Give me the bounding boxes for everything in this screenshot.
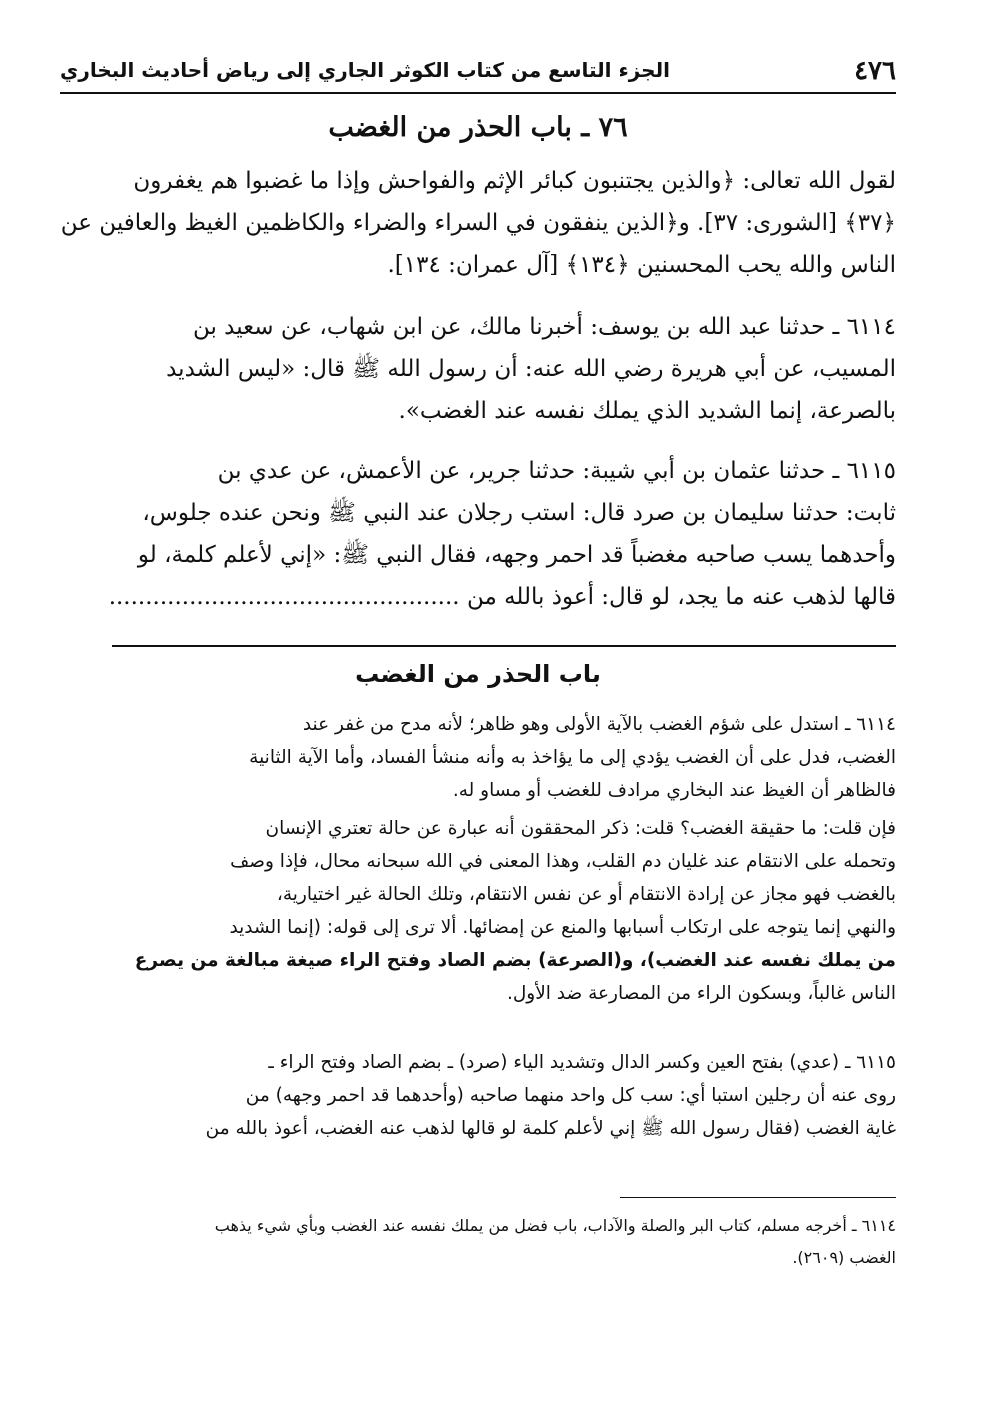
commentary-6115 [60, 1046, 896, 1145]
commentary-line: فالظاهر أن الغيظ عند البخاري مرادف للغضب أو مساو له. [452, 780, 896, 801]
footnote-divider [620, 1197, 896, 1198]
intro-line: ﴿٣٧﴾ [الشورى: ٣٧]. و﴿الذين ينفقون في السراء والضراء والكاظمين الغيظ والعافين عن [60, 210, 896, 236]
hadith-line: ثابت: حدثنا سليمان بن صرد قال: استب رجلان عند النبي ﷺ ونحن عنده جلوس، [142, 500, 896, 526]
hadith-6114 [60, 306, 896, 432]
commentary-line: وتحمله على الانتقام عند غليان دم القلب، وهذا المعنى في الله سبحانه محال، فإذا وصف [230, 851, 896, 872]
commentary-line: ٦١١٤ ـ استدل على شؤم الغضب بالآية الأولى وهو ظاهر؛ لأنه مدح من غفر عند [302, 714, 896, 735]
commentary-6114 [60, 708, 896, 807]
hadith-line: وأحدهما يسب صاحبه مغضباً قد احمر وجهه، فقال النبي ﷺ: «إني لأعلم كلمة، لو [137, 542, 896, 568]
book-title-header: الجزء التاسع من كتاب الكوثر الجاري إلى رياض أحاديث البخاري [60, 58, 670, 82]
hadith-line-continued [60, 576, 896, 618]
commentary-line: غاية الغضب (فقال رسول الله ﷺ إني لأعلم كلمة لو قالها لذهب عنه الغضب، أعوذ بالله من [205, 1118, 896, 1139]
intro-line: لقول الله تعالى: ﴿والذين يجتنبون كبائر الإثم والفواحش وإذا ما غضبوا هم يغفرون [133, 168, 896, 194]
page-number: ٤٧٦ [854, 56, 896, 86]
commentary-line: الناس غالباً، وبسكون الراء من المصارعة ضد الأول. [506, 983, 896, 1004]
hadith-line: المسيب، عن أبي هريرة رضي الله عنه: أن رسول الله ﷺ قال: «ليس الشديد [166, 356, 896, 382]
continuation-dots: ................................................ [108, 584, 460, 610]
commentary-title: باب الحذر من الغضب [355, 660, 601, 688]
commentary-line: من يملك نفسه عند الغضب)، و(الصرعة) بضم الصاد وفتح الراء صيغة مبالغة من يصرع [134, 950, 896, 971]
hadith-6115 [60, 450, 896, 618]
footnote [60, 1210, 896, 1274]
commentary-question [60, 812, 896, 1010]
section-divider [112, 645, 896, 647]
hadith-line: ٦١١٥ ـ حدثنا عثمان بن أبي شيبة: حدثنا جرير، عن الأعمش، عن عدي بن [217, 458, 896, 484]
commentary-line: ٦١١٥ ـ (عدي) بفتح العين وكسر الدال وتشديد الياء (صرد) ـ بضم الصاد وفتح الراء ـ [268, 1052, 896, 1073]
footnote-line: ٦١١٤ ـ أخرجه مسلم، كتاب البر والصلة والآداب، باب فضل من يملك نفسه عند الغضب وبأي شيء يذهب [214, 1216, 896, 1235]
commentary-line: والنهي إنما يتوجه على ارتكاب أسبابها والمنع عن إمضائها. ألا ترى إلى قوله: (إنما الشديد [229, 917, 896, 938]
commentary-line: بالغضب فهو مجاز عن إرادة الانتقام أو عن نفس الانتقام، وتلك الحالة غير اختيارية، [276, 884, 896, 905]
commentary-line: الغضب، فدل على أن الغضب يؤدي إلى ما يؤاخذ به وأنه منشأ الفساد، وأما الآية الثانية [249, 747, 896, 768]
footnote-line: الغضب (٢٦٠٩). [792, 1248, 896, 1267]
hadith-line: ٦١١٤ ـ حدثنا عبد الله بن يوسف: أخبرنا مالك، عن ابن شهاب، عن سعيد بن [192, 314, 896, 340]
chapter-intro [60, 160, 896, 286]
intro-line: الناس والله يحب المحسنين ﴿١٣٤﴾ [آل عمران: ١٣٤]. [387, 252, 896, 278]
hadith-line: بالصرعة، إنما الشديد الذي يملك نفسه عند الغضب». [398, 398, 896, 424]
running-header [60, 52, 896, 94]
commentary-line: روى عنه أن رجلين استبا أي: سب كل واحد منهما صاحبه (وأحدهما قد احمر وجهه) من [245, 1085, 896, 1106]
chapter-title: ٧٦ ـ باب الحذر من الغضب [328, 112, 628, 143]
hadith-line-text: قالها لذهب عنه ما يجد، لو قال: أعوذ بالله من [466, 584, 896, 610]
commentary-line: فإن قلت: ما حقيقة الغضب؟ قلت: ذكر المحققون أنه عبارة عن حالة تعتري الإنسان [265, 818, 896, 839]
